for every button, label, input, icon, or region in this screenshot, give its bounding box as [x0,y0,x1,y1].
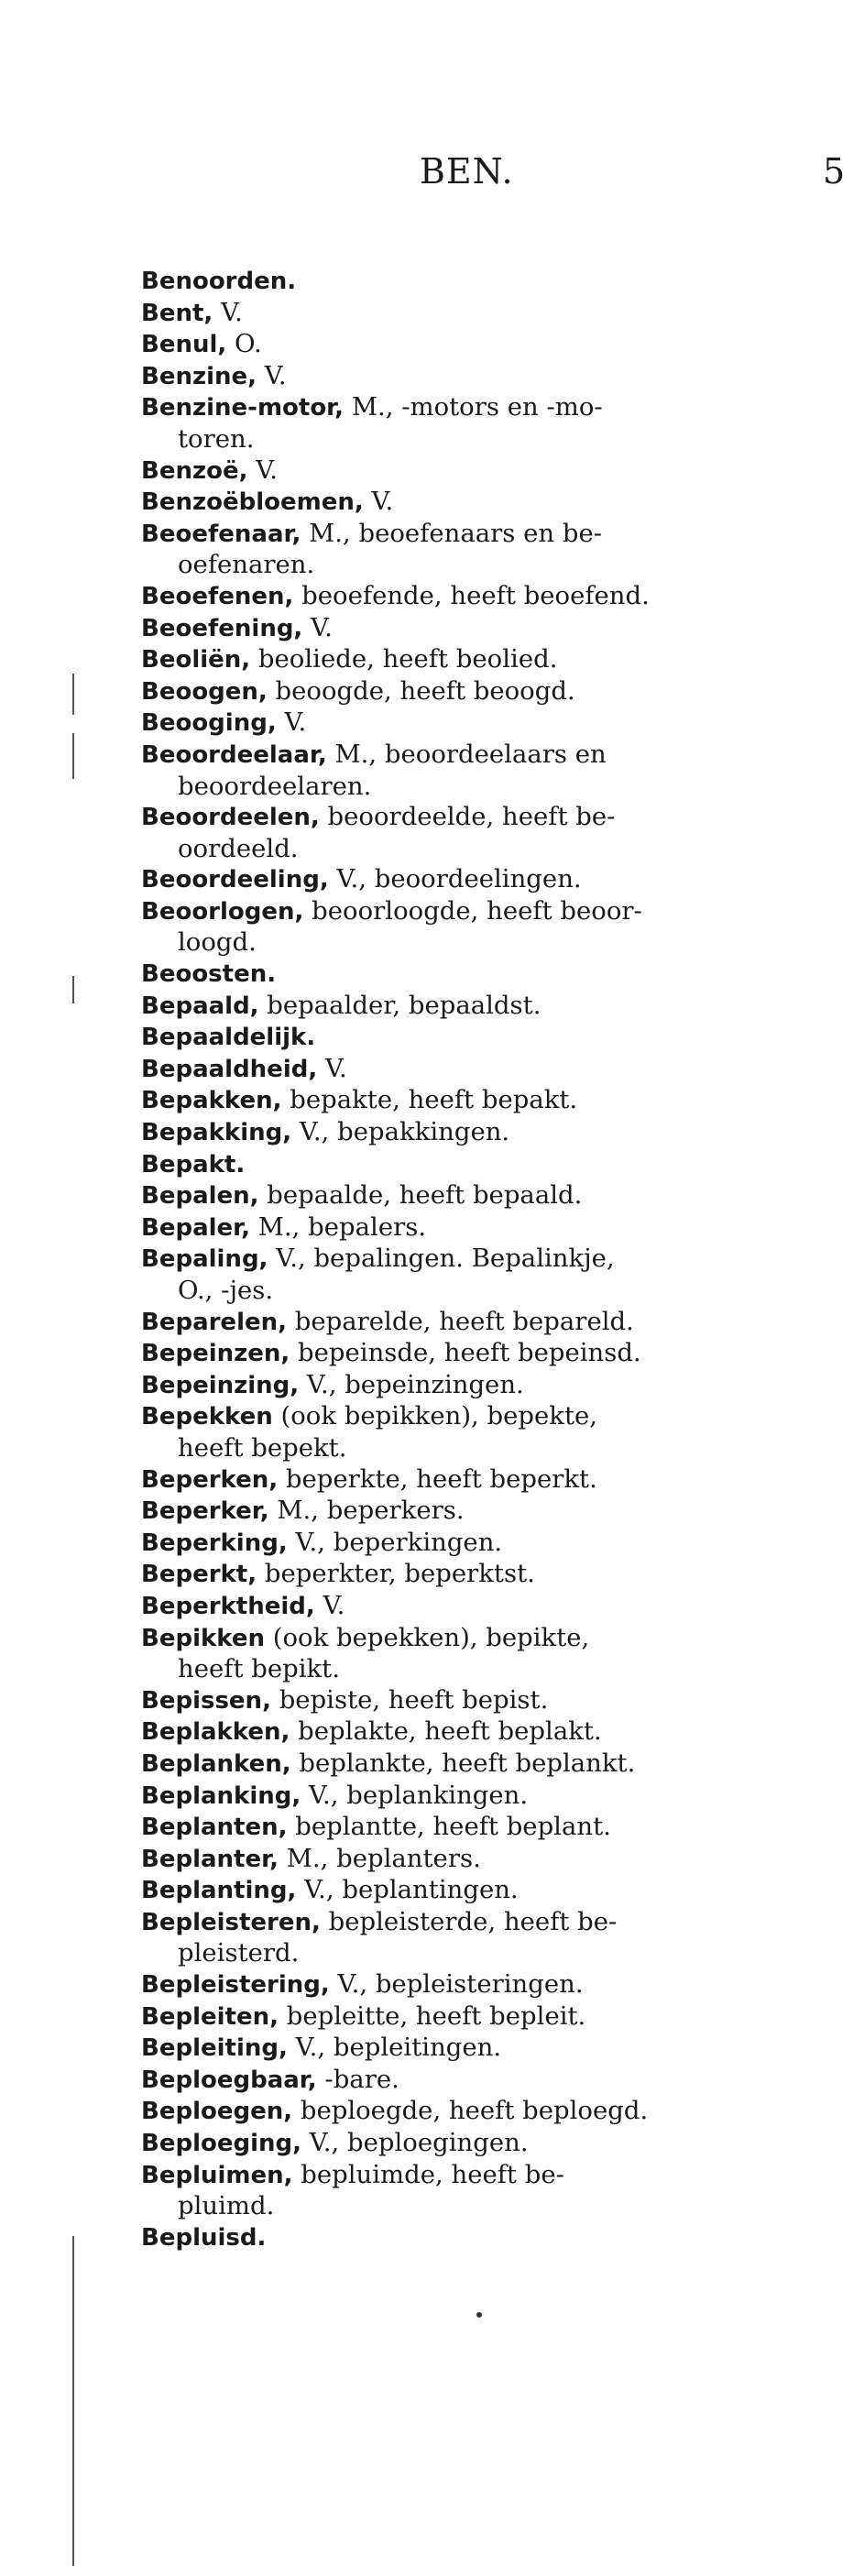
dictionary-entry [141,1464,797,1496]
entry-headword: Bepalen, [141,1182,259,1211]
entry-headword: Beoliën, [141,646,251,674]
dictionary-entry [141,740,797,772]
entry-headword: Bepeinzing, [141,1371,300,1399]
margin-rule [72,2236,74,2566]
entry-headword: Beploegen, [141,2098,293,2126]
dictionary-entry [141,1907,797,1939]
entry-text: beoorloogde, heeft beoor- [303,895,642,926]
entry-continuation: oefenaren. [178,550,315,580]
entry-headword: Beoefenen, [141,582,294,610]
entry-headword: Bepluisd. [141,2223,267,2252]
dictionary-entry [141,2096,797,2128]
dictionary-entry [141,1528,797,1560]
entry-headword: Bepluimen, [141,2161,293,2189]
margin-rule [72,976,74,1003]
entry-text: beoliede, heeft beolied. [250,644,558,674]
entry-headword: Beparelen, [141,1308,287,1336]
entry-text: bepluimde, heeft be- [292,2159,564,2189]
entry-headword: Beperktheid, [141,1592,315,1620]
dictionary-entry [141,2160,797,2192]
entry-headword: Benzoëbloemen, [141,488,364,517]
stray-mark [476,2312,482,2318]
entry-text: (ook bepekken), bepikte, [265,1622,590,1652]
margin-rule [72,733,74,779]
entry-text: V., beplankingen. [301,1780,529,1810]
entry-text: V. [276,707,307,738]
dictionary-entry [141,1969,797,2001]
entry-text: -bare. [316,2064,399,2094]
entry-text: V., bepakkingen. [291,1117,510,1147]
entry-text: beperkte, heeft beperkt. [278,1463,597,1494]
entry-headword: Bepleiten, [141,2002,279,2031]
dictionary-entry [141,1244,797,1276]
dictionary-entry [141,802,797,834]
entry-text: V. [247,455,279,485]
dictionary-entry [141,2065,797,2097]
entry-text: beoordeelde, heeft be- [319,802,616,832]
entry-text: V. [213,297,243,327]
entry-headword: Bepakken, [141,1087,282,1115]
dictionary-entry [141,1844,797,1876]
dictionary-entry [141,1085,797,1117]
entry-headword: Bepleisteren, [141,1908,321,1936]
dictionary-entry [141,519,797,551]
entry-headword: Benzine, [141,362,257,390]
entry-text: bepakte, heeft bepakt. [281,1085,578,1115]
dictionary-entry [141,1716,797,1748]
entry-continuation: pluimd. [178,2191,275,2221]
entry-headword: Beoosten. [141,960,277,989]
margin-rule [72,674,74,715]
entry-headword: Beoordeelaar, [141,740,327,769]
entry-headword: Beoorlogen, [141,897,304,926]
dictionary-entry [141,1370,797,1402]
entry-headword: Beplanking, [141,1781,301,1810]
dictionary-entries [141,266,797,2253]
entry-headword: Beplanten, [141,1814,288,1842]
entry-text: M., beoefenaars en be- [301,518,603,548]
entry-text: V. [302,612,333,642]
entry-headword: Bepaler, [141,1213,251,1242]
entry-headword: Benoorden. [141,268,297,295]
entry-headword: Benzine-motor, [141,394,344,422]
entry-headword: Beploegbaar, [141,2066,317,2094]
entry-headword: Beoogen, [141,677,268,706]
entry-continuation: loogd. [178,927,257,958]
entry-headword: Beplanken, [141,1749,291,1778]
dictionary-entry [141,864,797,896]
entry-continuation: pleisterd. [178,1938,300,1968]
dictionary-entry [141,2128,797,2160]
dictionary-entry [141,455,797,488]
dictionary-entry [141,1591,797,1623]
dictionary-entry [141,707,797,740]
entry-text: beoefende, heeft beoefend. [293,580,650,610]
dictionary-entry [141,1117,797,1149]
entry-text: V. [317,1053,347,1083]
entry-headword: Bepaling, [141,1245,268,1274]
entry-text: M., bepalers. [250,1211,427,1242]
entry-headword: Beooging, [141,709,277,738]
entry-headword: Beperkt, [141,1561,257,1589]
entry-headword: Bepleistering, [141,1971,330,2000]
dictionary-entry [141,1338,797,1370]
entry-text: beplankte, heeft beplankt. [290,1748,636,1778]
entry-headword: Bepikken [141,1624,266,1652]
dictionary-entry [141,2222,797,2254]
entry-text: bepiste, heeft bepist. [270,1684,549,1715]
entry-headword: Beoordeeling, [141,866,329,894]
entry-text: bepleisterde, heeft be- [320,1906,618,1936]
dictionary-entry [141,896,797,928]
dictionary-entry [141,392,797,424]
entry-headword: Benzoë, [141,456,248,485]
dictionary-entry [141,1022,797,1054]
entry-continuation: oordeeld. [178,833,299,863]
dictionary-entry [141,266,797,298]
entry-text: M., beplanters. [278,1843,481,1873]
dictionary-entry [141,1748,797,1781]
entry-text: beparelde, heeft bepareld. [287,1306,634,1336]
dictionary-entry [141,298,797,330]
entry-headword: Beoordeelen, [141,804,320,832]
dictionary-entry [141,1054,797,1086]
entry-text: (ook bepikken), bepekte, [272,1401,598,1431]
entry-headword: Bepissen, [141,1686,271,1715]
page-number: 5 [823,151,846,192]
dictionary-entry [141,991,797,1023]
dictionary-entry [141,1180,797,1212]
entry-text: V., beperkingen. [287,1527,503,1557]
entry-headword: Bent, [141,299,213,327]
entry-headword: Bepaaldelijk. [141,1024,316,1052]
entry-text: beoogde, heeft beoogd. [267,675,575,706]
entry-continuation: heeft bepikt. [178,1654,340,1684]
dictionary-entry [141,1623,797,1655]
dictionary-entry [141,613,797,645]
entry-headword: Beperking, [141,1529,288,1557]
dictionary-entry [141,329,797,361]
entry-text: bepleitte, heeft bepleit. [278,2001,586,2031]
dictionary-entry [141,959,797,991]
entry-text: beplakte, heeft beplakt. [290,1716,602,1747]
dictionary-entry [141,1149,797,1181]
dictionary-entry [141,487,797,519]
entry-headword: Beoefening, [141,614,303,642]
entry-headword: Beperken, [141,1465,279,1494]
entry-text: V., beplantingen. [296,1875,519,1905]
entry-text: V., beploegingen. [301,2128,529,2158]
dictionary-entry [141,361,797,393]
entry-headword: Bepekken [141,1403,273,1431]
entry-text: V., beoordeelingen. [328,864,582,894]
entry-text: M., -motors en -mo- [344,392,603,422]
entry-continuation: O., -jes. [178,1276,274,1305]
entry-headword: Beplanting, [141,1877,297,1905]
dictionary-entry [141,1496,797,1528]
entry-text: bepaalder, bepaaldst. [258,990,541,1020]
entry-headword: Beploeging, [141,2130,301,2158]
entry-text: M., beperkers. [268,1496,465,1526]
running-head: BEN. [420,151,514,192]
dictionary-entry [141,1875,797,1907]
dictionary-entry [141,1307,797,1339]
entry-text: V., bepeinzingen. [299,1369,524,1399]
entry-text: beploegde, heeft beploegd. [292,2096,649,2126]
entry-text: V. [257,360,287,390]
entry-text: beplantte, heeft beplant. [287,1812,611,1842]
entry-headword: Bepleiting, [141,2034,288,2063]
entry-headword: Bepaald, [141,992,259,1020]
entry-headword: Beplakken, [141,1718,290,1747]
entry-continuation: beoordeelaren. [178,771,372,801]
dictionary-entry [141,676,797,708]
entry-headword: Beplanter, [141,1845,279,1873]
dictionary-entry [141,1401,797,1433]
entry-continuation: heeft bepekt. [178,1432,347,1463]
dictionary-entry [141,2001,797,2033]
entry-headword: Beperker, [141,1497,269,1526]
dictionary-entry [141,1781,797,1813]
entry-text: V., bepalingen. Bepalinkje, [268,1244,615,1274]
entry-continuation: toren. [178,423,255,454]
entry-headword: Bepaaldheid, [141,1055,318,1083]
entry-headword: Bepeinzen, [141,1340,290,1368]
entry-text: M., beoordeelaars en [326,739,607,769]
entry-text: V., bepleitingen. [287,2033,502,2063]
dictionary-entry [141,2033,797,2065]
page-header [0,151,853,206]
entry-headword: Bepakt. [141,1150,246,1178]
dictionary-entry [141,1212,797,1244]
entry-text: V., bepleisteringen. [329,1969,584,2000]
dictionary-entry [141,1685,797,1717]
entry-text: bepaalde, heeft bepaald. [258,1180,583,1211]
entry-headword: Bepakking, [141,1119,292,1147]
dictionary-entry [141,1559,797,1591]
entry-text: bepeinsde, heeft bepeinsd. [290,1338,641,1368]
entry-text: V. [363,487,394,517]
entry-headword: Beoefenaar, [141,520,301,548]
entry-headword: Benul, [141,331,227,359]
dictionary-entry [141,644,797,676]
dictionary-entry [141,581,797,613]
dictionary-entry [141,1812,797,1844]
entry-text: beperkter, beperktst. [257,1559,535,1589]
entry-text: O. [226,329,262,359]
entry-text: V. [314,1590,345,1620]
